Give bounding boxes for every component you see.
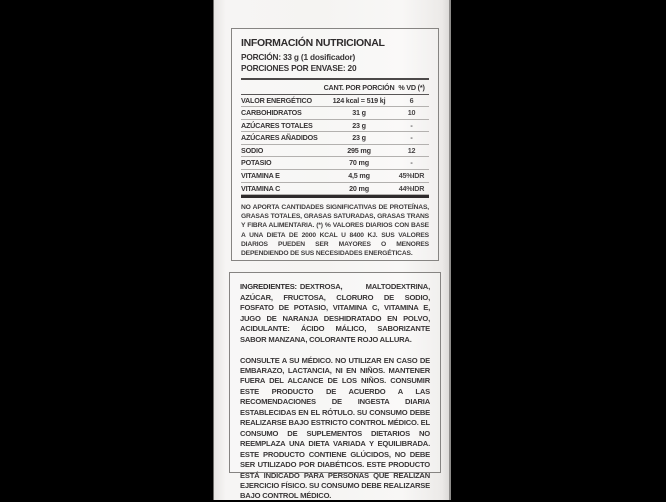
table-row xyxy=(241,170,429,183)
nutrition-title: INFORMACIÓN NUTRICIONAL xyxy=(241,37,385,49)
nutrient-dv: 45%IDR xyxy=(398,171,425,181)
servings-per-container-line: PORCIONES POR ENVASE: 20 xyxy=(241,62,357,73)
nutrient-amount: 31 g xyxy=(352,108,366,118)
ingredients-paragraph xyxy=(240,282,430,346)
table-row xyxy=(241,95,429,108)
column-header-daily-value: % VD (*) xyxy=(398,82,425,92)
nutrient-name: AZÚCARES TOTALES xyxy=(241,120,313,130)
nutrient-name: CARBOHIDRATOS xyxy=(241,108,302,118)
ingredients-label: INGREDIENTES: xyxy=(240,282,297,291)
nutrient-dv: - xyxy=(410,120,413,130)
nutrient-name: AZÚCARES AÑADIDOS xyxy=(241,133,318,143)
nutrient-amount: 23 g xyxy=(352,120,366,130)
table-row xyxy=(241,120,429,133)
nutrient-name: VITAMINA C xyxy=(241,183,281,193)
table-row xyxy=(241,107,429,120)
table-row xyxy=(241,183,429,196)
daily-values-footnote: NO APORTA CANTIDADES SIGNIFICATIVAS DE PROTEÍNAS, GRASAS TOTALES, GRASAS SATURADAS, GRASAS TRANS Y FIBRA ALIMENTARIA. (*) % VALORES DIARIOS CON BASE A UNA DIETA DE 2000 KCAL U 8400 KJ. SUS VALORES DIARIOS PUEDEN SER MAYORES O MENORES DEPENDIENDO DE SUS NECESIDADES ENERGÉTICAS. xyxy=(241,203,429,258)
nutrient-name: VALOR ENERGÉTICO xyxy=(241,95,312,105)
ingredients-text: DEXTROSA, MALTODEXTRINA, AZÚCAR, FRUCTOSA, CLORURO DE SODIO, FOSFATO DE POTASIO, VITAMINA C, VITAMINA E, JUGO DE NARANJA DESHIDRATADO EN POLVO, ACIDULANTE: ÁCIDO MÁLICO, SABORIZANTE SABOR MANZANA, COLORANTE ROJO ALLURA. xyxy=(240,282,430,344)
column-header-amount: CANT. POR PORCIÓN xyxy=(323,82,395,92)
nutrient-name: POTASIO xyxy=(241,158,272,168)
table-row xyxy=(241,157,429,170)
nutrient-amount: 23 g xyxy=(352,133,366,143)
ingredients-warnings-panel xyxy=(229,272,441,501)
nutrient-amount: 70 mg xyxy=(349,158,369,168)
portion-size-line: PORCIÓN: 33 g (1 dosificador) xyxy=(241,52,356,62)
nutrition-facts-panel xyxy=(231,28,439,261)
divider-thick xyxy=(241,195,429,198)
table-row xyxy=(241,145,429,158)
nutrient-amount: 124 kcal = 519 kj xyxy=(332,95,386,105)
table-header-row xyxy=(241,80,429,95)
nutrient-amount: 295 mg xyxy=(347,145,371,155)
nutrient-amount: 20 mg xyxy=(349,183,369,193)
nutrient-dv: 10 xyxy=(407,108,416,118)
table-row xyxy=(241,132,429,145)
nutrient-dv: - xyxy=(410,158,413,168)
nutrient-dv: 44%IDR xyxy=(398,183,425,193)
nutrient-dv: 6 xyxy=(409,95,414,105)
nutrient-name: SODIO xyxy=(241,145,264,155)
nutrient-dv: - xyxy=(410,133,413,143)
warnings-paragraph: CONSULTE A SU MÉDICO. NO UTILIZAR EN CASO DE EMBARAZO, LACTANCIA, NI EN NIÑOS. MANTENER FUERA DEL ALCANCE DE LOS NIÑOS. CONSUMIR ESTE PRODUCTO DE ACUERDO A LAS RECOMENDACIONES DE INGESTA DIARIA ESTABLECIDAS EN EL RÓTULO. SU CONSUMO DEBE REALIZARSE BAJO ESTRICTO CONTROL MÉDICO. EL CONSUMO DE SUPLEMENTOS DIETARIOS NO REEMPLAZA UNA DIETA VARIADA Y EQUILIBRADA. ESTE PRODUCTO CONTIENE GLÚCIDOS, NO DEBE SER UTILIZADO POR DIABÉTICOS. ESTE PRODUCTO ESTÁ INDICADO PARA PERSONAS QUE REALIZAN EJERCICIO FÍSICO. SU CONSUMO DEBE REALIZARSE BAJO CONTROL MÉDICO. xyxy=(240,355,430,501)
nutrient-dv: 12 xyxy=(407,145,416,155)
nutrient-name: VITAMINA E xyxy=(241,171,280,181)
product-label-photo xyxy=(213,0,451,500)
nutrient-amount: 4,5 mg xyxy=(348,171,370,181)
